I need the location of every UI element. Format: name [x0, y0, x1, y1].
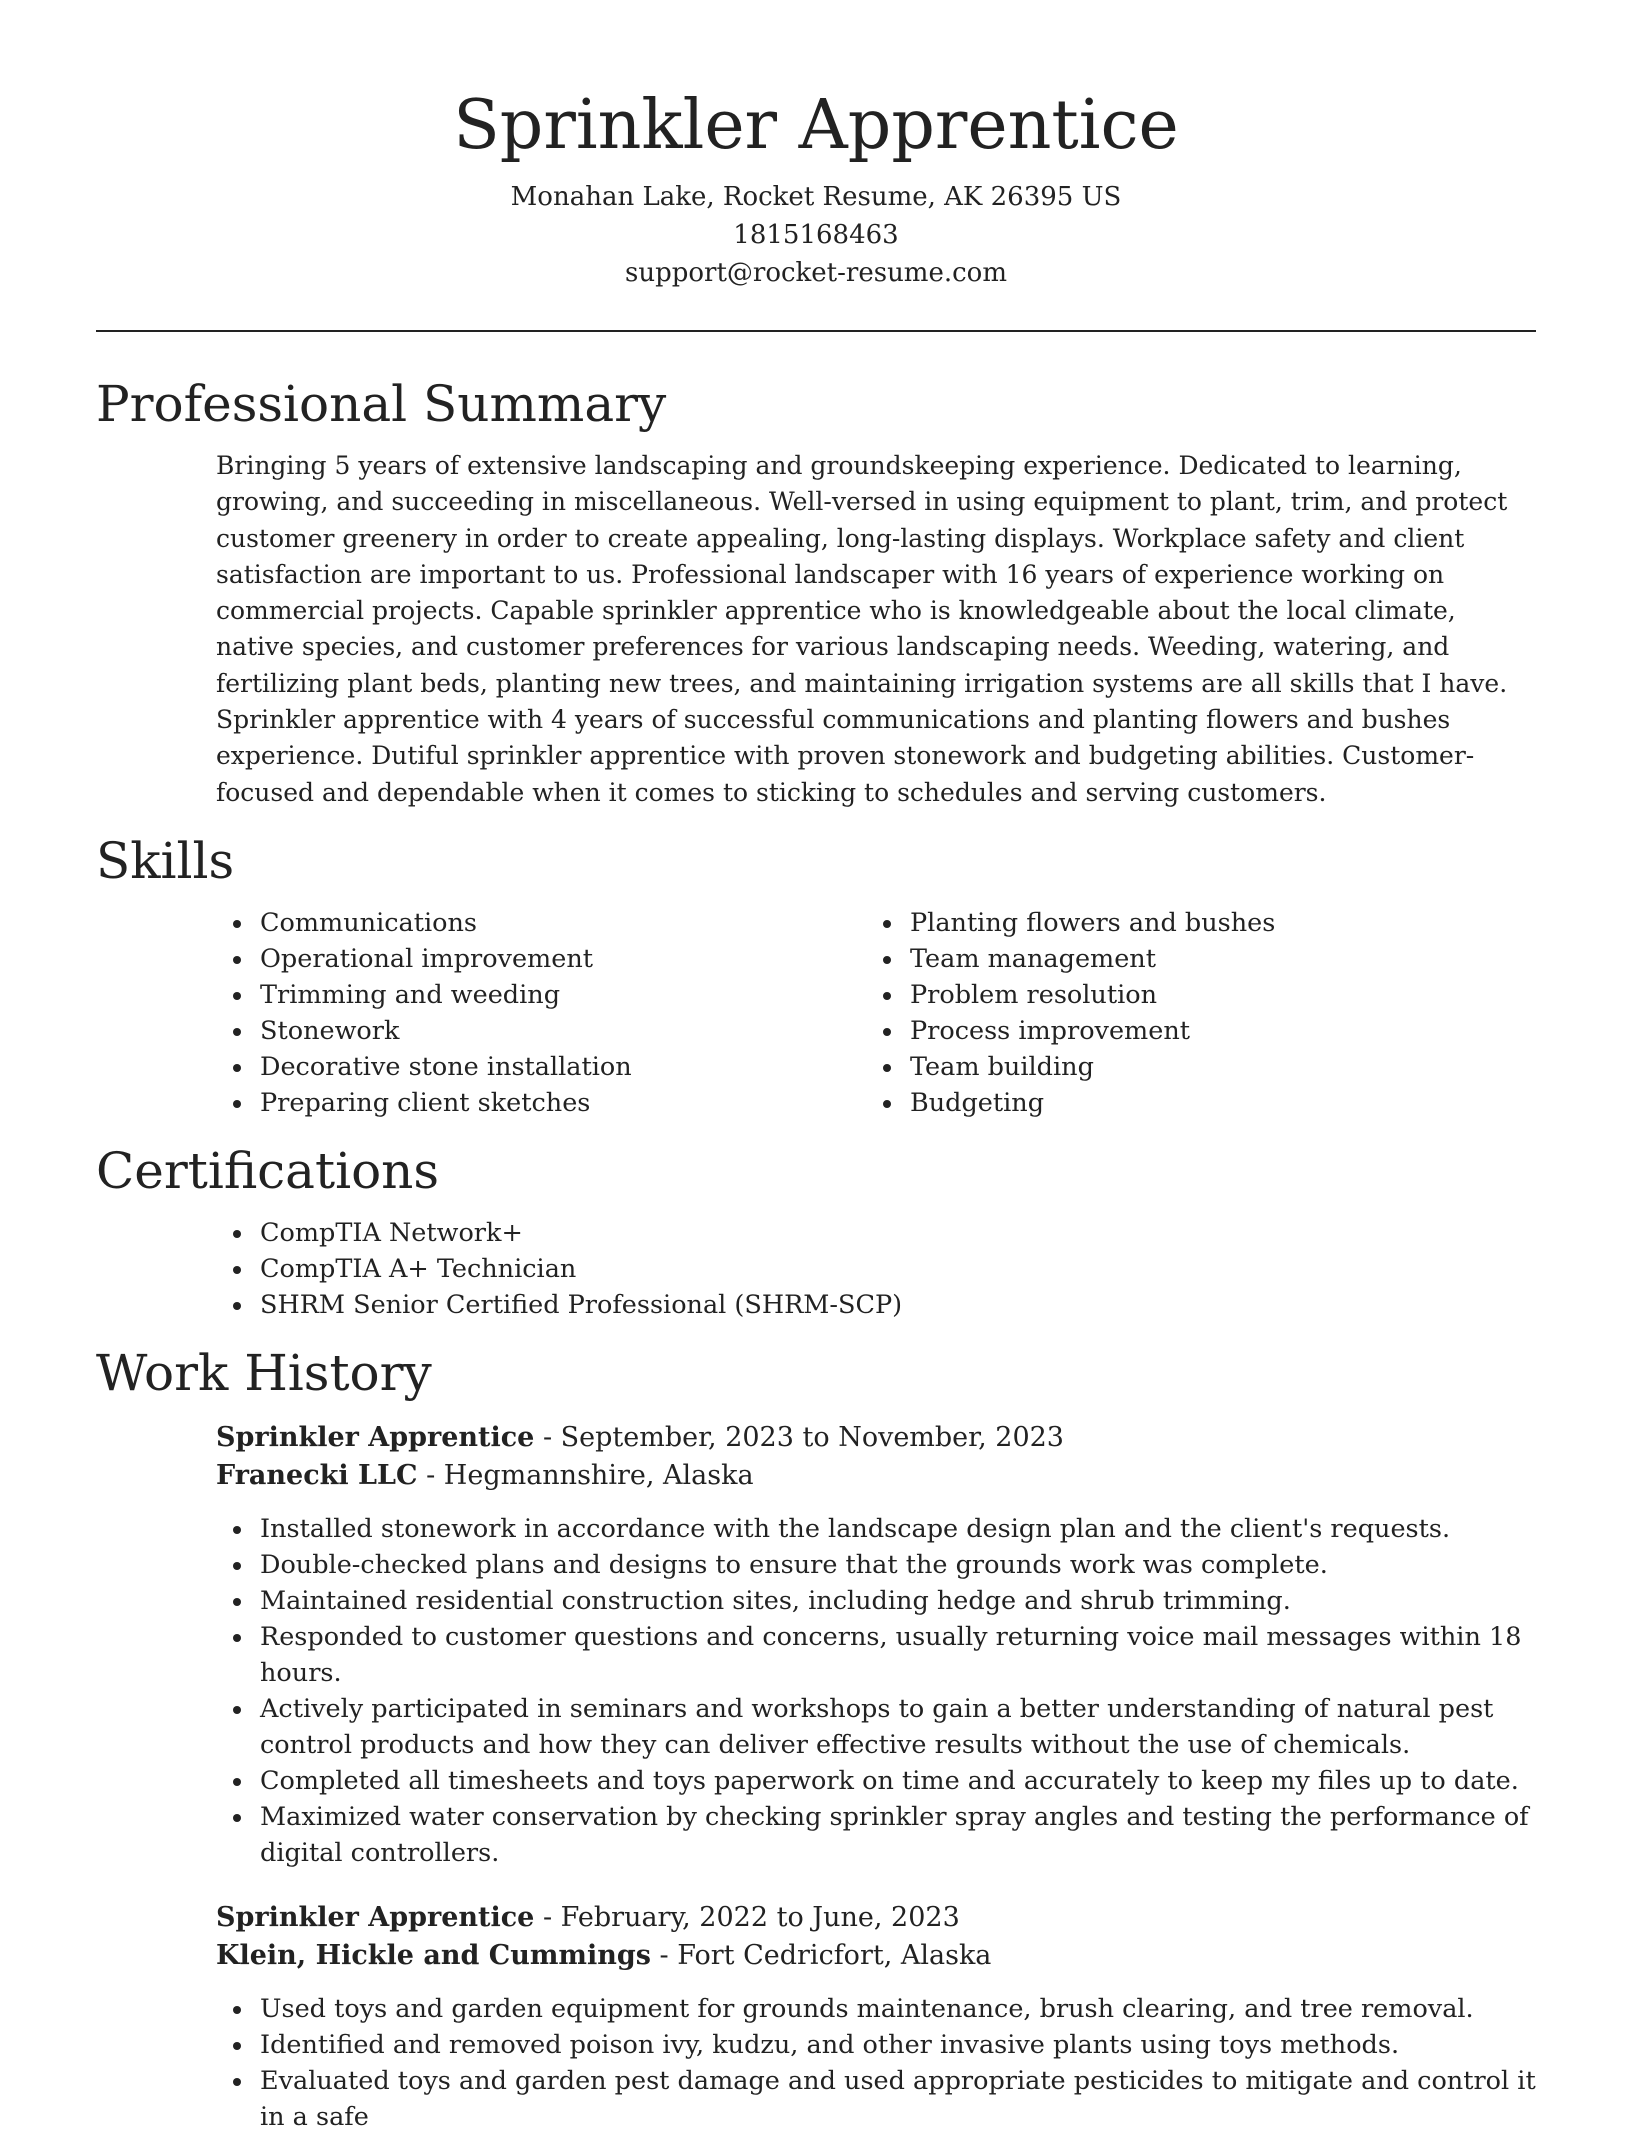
job-duty-item: Maintained residential construction sites, including hedge and shrub trimming.: [260, 1583, 1536, 1619]
job-location: - Fort Cedricfort, Alaska: [650, 1939, 992, 1971]
skill-item: Stonework: [260, 1013, 910, 1049]
skill-item: Planting flowers and bushes: [910, 905, 1510, 941]
certification-item: CompTIA A+ Technician: [260, 1251, 1536, 1287]
work-history-section: [96, 1343, 1536, 2135]
skills-column-2: [910, 905, 1510, 1121]
address: Monahan Lake, Rocket Resume, AK 26395 US: [510, 182, 1122, 212]
job-title-line: [216, 1419, 1536, 1457]
certifications-section: [96, 1141, 1536, 1323]
job-duty-item: Maximized water conservation by checking sprinkler spray angles and testing the performance of digital controllers.: [260, 1799, 1536, 1871]
skill-item: Process improvement: [910, 1013, 1510, 1049]
job-duties: [216, 1511, 1536, 1871]
skills-title: Skills: [96, 831, 235, 890]
skill-item: Preparing client sketches: [260, 1085, 910, 1121]
certifications-list: [96, 1215, 1536, 1323]
job-dates: - February, 2022 to June, 2023: [534, 1901, 960, 1933]
job-duty-item: Identified and removed poison ivy, kudzu, and other invasive plants using toys methods.: [260, 2027, 1536, 2063]
contact-info: [96, 178, 1536, 292]
certifications-title: Certifications: [96, 1141, 440, 1200]
skill-item: Operational improvement: [260, 941, 910, 977]
skill-item: Team management: [910, 941, 1510, 977]
job-duty-item: Actively participated in seminars and workshops to gain a better understanding of natural pest control products and how they can deliver effective results without the use of chemicals.: [260, 1691, 1536, 1763]
job-location: - Hegmannshire, Alaska: [417, 1459, 754, 1491]
summary-section: [96, 374, 1536, 811]
header-divider: [96, 330, 1536, 332]
summary-text: Bringing 5 years of extensive landscaping and groundskeeping experience. Dedicated to learning, growing, and succeeding in miscellaneous. Well-versed in using equipment to plant, trim, and protect customer greenery in order to create appealing, long-lasting displays. Workplace safety and client satisfaction are important to us. Professional landscaper with 16 years of experience working on commercial projects. Capable sprinkler apprentice who is knowledgeable about the local climate, native species, and customer preferences for various landscaping needs. Weeding, watering, and fertilizing plant beds, planting new trees, and maintaining irrigation systems are all skills that I have. Sprinkler apprentice with 4 years of successful communications and planting flowers and bushes experience. Dutiful sprinkler apprentice with proven stonework and budgeting abilities. Customer-focused and dependable when it comes to sticking to schedules and serving customers.: [216, 451, 1508, 807]
certification-item: SHRM Senior Certified Professional (SHRM-SCP): [260, 1287, 1536, 1323]
job-entry: [216, 1419, 1536, 1871]
job-duty-item: Installed stonework in accordance with the landscape design plan and the client's requests.: [260, 1511, 1536, 1547]
job-duty-item: Completed all timesheets and toys paperwork on time and accurately to keep my files up to date.: [260, 1763, 1536, 1799]
skill-item: Budgeting: [910, 1085, 1510, 1121]
summary-title: Professional Summary: [96, 375, 667, 433]
job-duties: [216, 1991, 1536, 2135]
job-duty-item: Evaluated toys and garden pest damage and used appropriate pesticides to mitigate and control it in a safe: [260, 2063, 1536, 2135]
skill-item: Team building: [910, 1049, 1510, 1085]
job-duty-item: Double-checked plans and designs to ensure that the grounds work was complete.: [260, 1547, 1536, 1583]
phone: 1815168463: [733, 220, 899, 250]
job-company-line: [216, 1937, 1536, 1975]
certification-item: CompTIA Network+: [260, 1215, 1536, 1251]
skill-item: Trimming and weeding: [260, 977, 910, 1013]
skills-column-1: [96, 905, 910, 1121]
job-duty-item: Used toys and garden equipment for grounds maintenance, brush clearing, and tree removal.: [260, 1991, 1536, 2027]
job-title-line: [216, 1899, 1536, 1937]
skill-item: Problem resolution: [910, 977, 1510, 1013]
skills-grid: [96, 905, 1536, 1121]
resume-header: [96, 0, 1536, 292]
job-duty-item: Responded to customer questions and concerns, usually returning voice mail messages within 18 hours.: [260, 1619, 1536, 1691]
job-company-line: [216, 1457, 1536, 1495]
job-entry: [216, 1899, 1536, 2135]
job-company: Franecki LLC: [216, 1459, 418, 1491]
job-dates: - September, 2023 to November, 2023: [534, 1421, 1064, 1453]
skill-item: Communications: [260, 905, 910, 941]
job-title: Sprinkler Apprentice: [216, 1901, 535, 1933]
resume-page: [96, 0, 1536, 2135]
email: support@rocket-resume.com: [624, 258, 1007, 288]
skill-item: Decorative stone installation: [260, 1049, 910, 1085]
job-company: Klein, Hickle and Cummings: [216, 1939, 651, 1971]
skills-section: [96, 831, 1536, 1121]
candidate-name: Sprinkler Apprentice: [453, 86, 1179, 165]
work-history-title: Work History: [96, 1343, 432, 1402]
job-title: Sprinkler Apprentice: [216, 1421, 535, 1453]
